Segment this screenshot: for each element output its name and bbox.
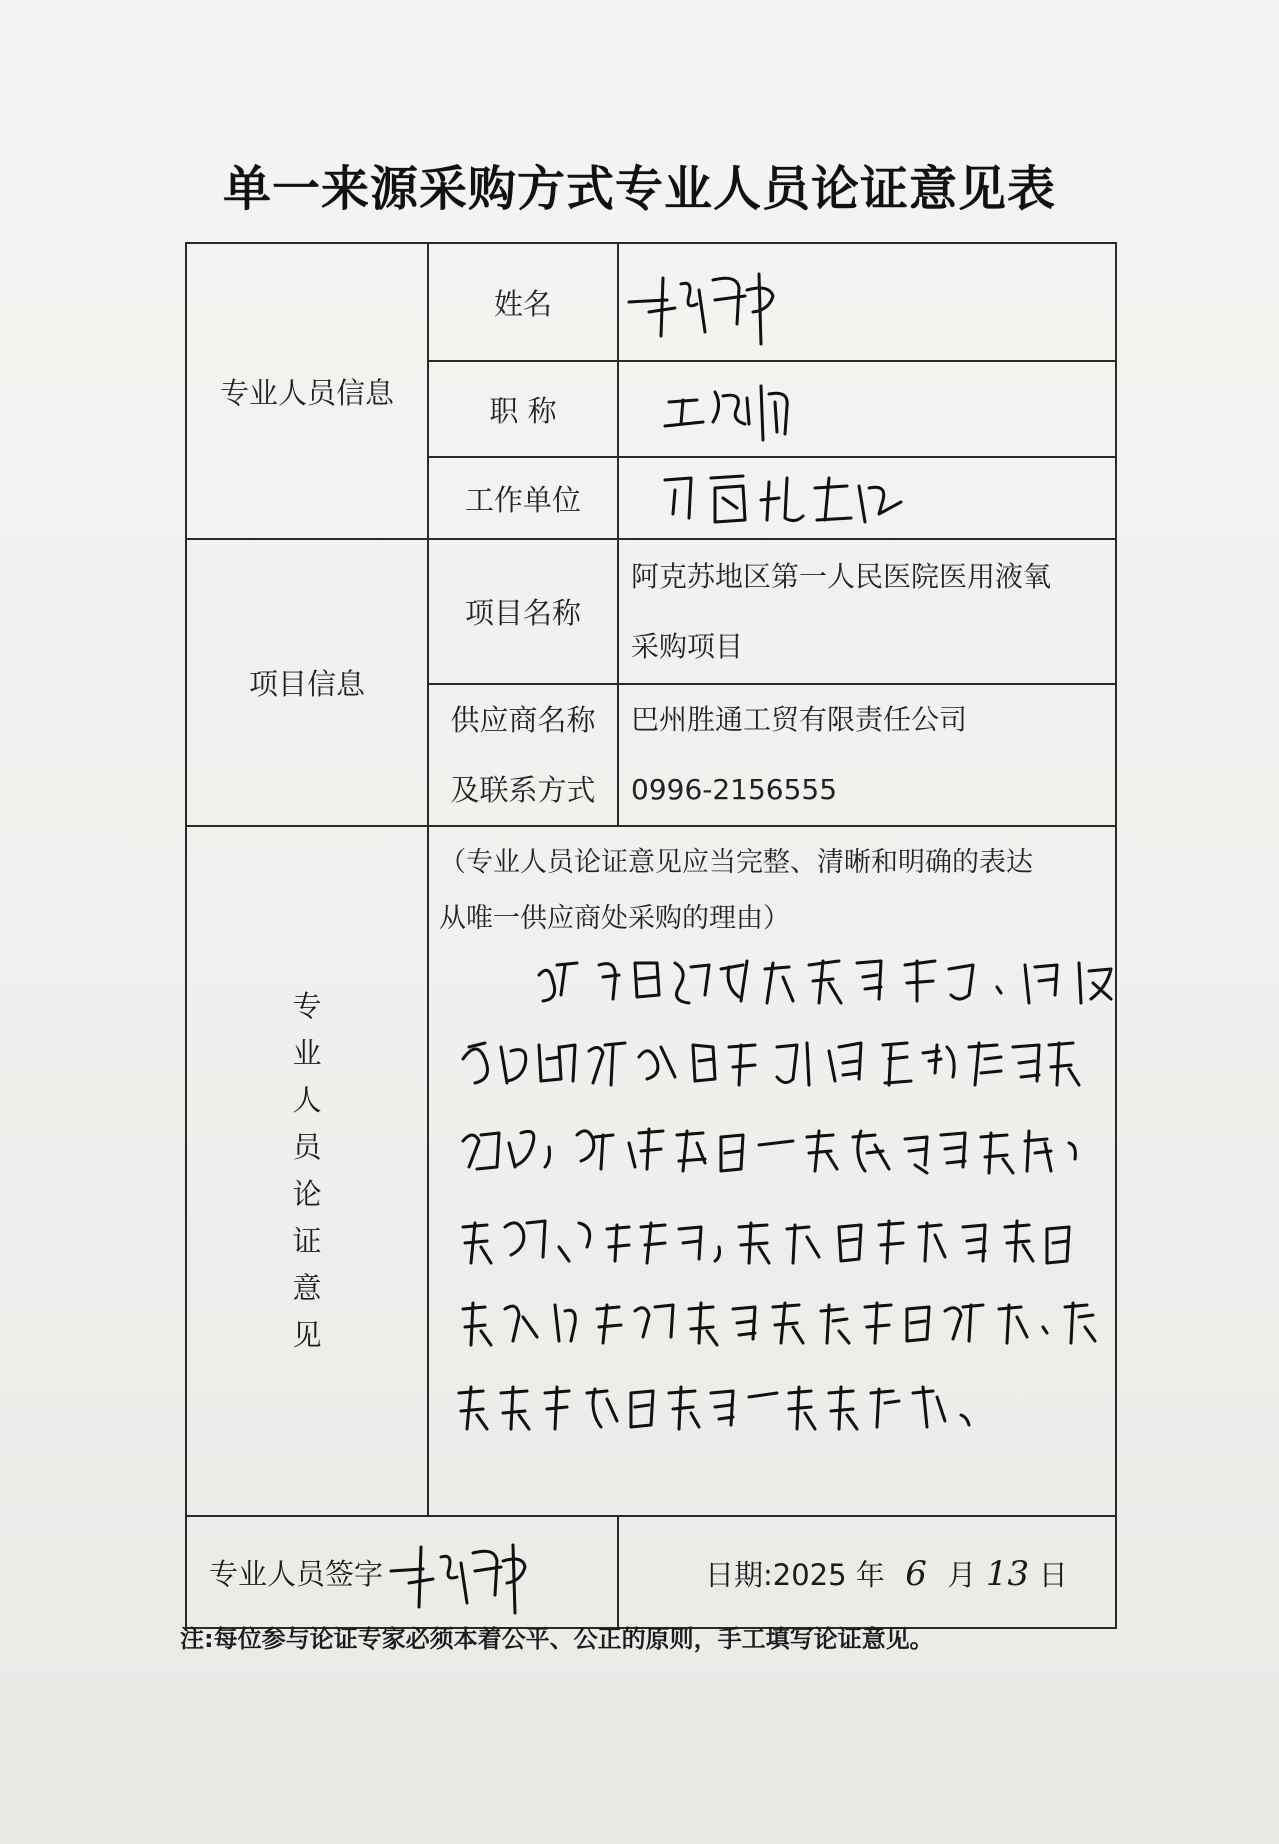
unit-label: 工作单位 bbox=[428, 457, 618, 539]
project-name-line2: 采购项目 bbox=[631, 629, 744, 663]
date-month-unit: 月 bbox=[947, 1558, 977, 1592]
project-name-label: 项目名称 bbox=[428, 539, 618, 684]
handwritten-name-signature bbox=[619, 244, 819, 360]
opinion-instruction-line1: （专业人员论证意见应当完整、清晰和明确的表达 bbox=[439, 847, 1033, 878]
handwritten-title bbox=[619, 362, 839, 456]
opinion-instruction-line2: 从唯一供应商处采购的理由） bbox=[439, 903, 790, 934]
signature-label: 专业人员签字 bbox=[209, 1556, 384, 1591]
project-info-section-label: 项目信息 bbox=[186, 539, 428, 826]
title-value-cell bbox=[618, 361, 1116, 457]
date-month-value: 6 bbox=[905, 1554, 927, 1594]
opinion-content-cell bbox=[428, 826, 1116, 1516]
title-label: 职 称 bbox=[428, 361, 618, 457]
opinion-label-char: 专 bbox=[292, 989, 322, 1023]
supplier-info-cell bbox=[618, 684, 1116, 826]
opinion-label-char: 员 bbox=[292, 1130, 322, 1164]
opinion-section-label bbox=[187, 983, 427, 1359]
date-day-unit: 日 bbox=[1038, 1558, 1068, 1592]
opinion-section-label-cell bbox=[186, 826, 428, 1516]
form-table bbox=[185, 242, 1117, 1629]
name-label: 姓名 bbox=[428, 243, 618, 361]
opinion-label-char: 业 bbox=[292, 1036, 322, 1070]
supplier-label-line2: 及联系方式 bbox=[450, 773, 596, 807]
signature-cell bbox=[186, 1516, 618, 1628]
supplier-name: 巴州胜通工贸有限责任公司 bbox=[631, 703, 968, 736]
opinion-instruction bbox=[429, 827, 1115, 947]
handwritten-opinion bbox=[429, 947, 1115, 1487]
opinion-label-char: 意 bbox=[292, 1271, 322, 1305]
date-day-value: 13 bbox=[985, 1554, 1030, 1594]
unit-value-cell bbox=[618, 457, 1116, 539]
opinion-label-char: 证 bbox=[292, 1224, 322, 1258]
project-name-cell bbox=[618, 539, 1116, 684]
project-name-line1: 阿克苏地区第一人民医院医用液氧 bbox=[631, 559, 1052, 593]
handwritten-signature bbox=[387, 1523, 547, 1623]
supplier-label-line1: 供应商名称 bbox=[450, 703, 596, 737]
opinion-label-char: 论 bbox=[292, 1177, 322, 1211]
footer-note: 注:每位参与论证专家必须本着公平、公正的原则，手工填写论证意见。 bbox=[180, 1625, 934, 1653]
supplier-phone: 0996-2156555 bbox=[631, 773, 838, 806]
opinion-label-char: 人 bbox=[292, 1083, 322, 1117]
name-value-cell bbox=[618, 243, 1116, 361]
date-prefix: 日期:2025 年 bbox=[705, 1558, 885, 1592]
date-cell bbox=[618, 1516, 1116, 1628]
expert-info-section-label: 专业人员信息 bbox=[186, 243, 428, 539]
opinion-label-char: 见 bbox=[292, 1318, 322, 1352]
page-title: 单一来源采购方式专业人员论证意见表 bbox=[222, 161, 1056, 217]
handwritten-opinion-scribble bbox=[429, 947, 1117, 1487]
handwritten-unit bbox=[619, 458, 919, 538]
supplier-label-cell bbox=[428, 684, 618, 826]
